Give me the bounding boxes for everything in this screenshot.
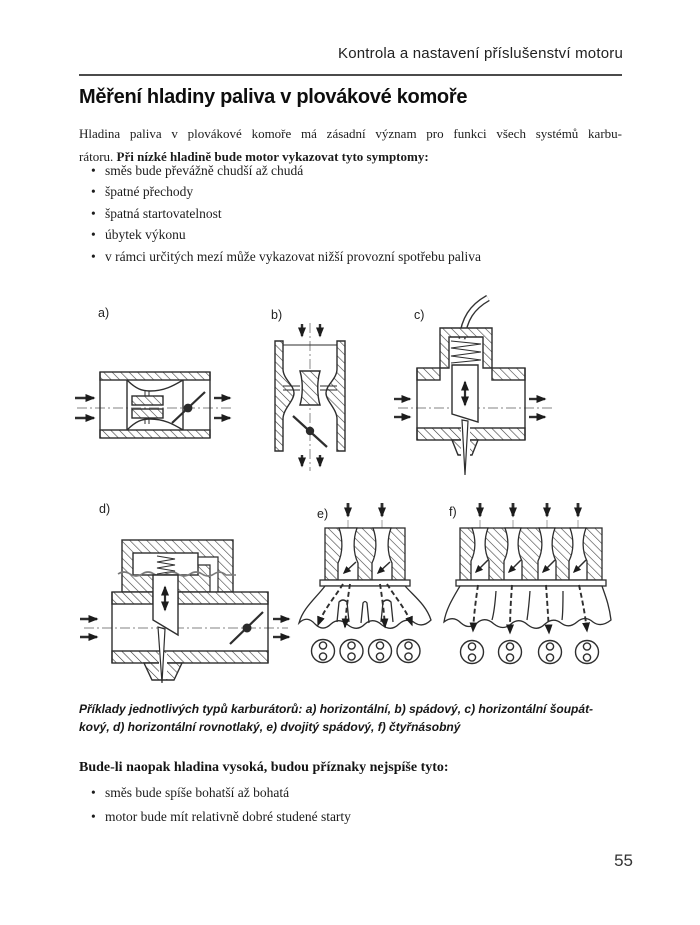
intro-line-2-normal: rátoru.	[79, 149, 117, 164]
header-rule	[79, 74, 622, 76]
symptom-text: špatná startovatelnost	[105, 205, 222, 221]
high-level-symptom-list	[91, 781, 351, 829]
diagram-a-horizontal-carburetor	[72, 358, 237, 450]
figure-caption-line-2: kový, d) horizontální rovnotlaký, e) dvojitý spádový, f) čtyřnásobný	[79, 720, 461, 734]
figure-label-c: c)	[414, 308, 425, 322]
diagram-e-twin-downdraft-carburetor	[292, 501, 447, 671]
bullet-icon: •	[91, 163, 96, 178]
page-number: 55	[614, 851, 633, 870]
figure-label-a: a)	[98, 306, 110, 320]
figure-label-e: e)	[317, 507, 329, 521]
bullet-icon: •	[91, 227, 96, 243]
bullet-icon: •	[91, 248, 96, 264]
high-level-heading: Bude-li naopak hladina vysoká, budou příznaky nejspíše tyto:	[79, 760, 449, 775]
page-title: Měření hladiny paliva v plovákové komoře	[79, 86, 468, 108]
figure-caption	[79, 700, 639, 736]
figure-label-d: d)	[99, 502, 111, 516]
bullet-icon: •	[91, 205, 96, 221]
low-level-symptom-list	[91, 160, 481, 267]
bullet-icon: •	[91, 184, 96, 200]
bullet-icon: •	[91, 785, 96, 800]
symptom-text: motor bude mít relativně dobré studené starty	[105, 809, 351, 824]
list-item	[91, 805, 351, 829]
list-item	[91, 203, 481, 224]
symptom-text: směs bude spíše bohatší až bohatá	[105, 785, 290, 800]
diagram-b-downdraft-carburetor	[270, 323, 350, 471]
intro-line-2-bold: Při nízké hladině bude motor vykazovat tyto symptomy:	[116, 149, 429, 164]
figure-label-f: f)	[449, 505, 457, 519]
figure-label-b: b)	[271, 308, 283, 322]
symptom-text: úbytek výkonu	[105, 227, 186, 243]
symptom-text: špatné přechody	[105, 184, 194, 200]
list-item	[91, 224, 481, 245]
list-item	[91, 160, 481, 181]
symptom-text: směs bude převážně chudší až chudá	[105, 163, 304, 178]
list-item	[91, 246, 481, 267]
diagram-f-quadruple-carburetor	[440, 501, 645, 671]
bullet-icon: •	[91, 809, 96, 824]
list-item	[91, 781, 351, 805]
list-item	[91, 181, 481, 202]
carburetor-types-figure	[0, 295, 700, 695]
intro-line-1: Hladina paliva v plovákové komoře má zásadní význam pro funkci všech systémů karbu-	[79, 126, 622, 141]
diagram-c-slide-valve-carburetor	[392, 295, 557, 480]
diagram-d-constant-pressure-carburetor	[78, 523, 293, 691]
figure-caption-line-1: Příklady jednotlivých typů karburátorů: a) horizontální, b) spádový, c) horizontální šoupát-	[79, 702, 594, 716]
running-header: Kontrola a nastavení příslušenství motoru	[337, 45, 623, 62]
symptom-text: v rámci určitých mezí může vykazovat nižší provozní spotřebu paliva	[105, 248, 481, 264]
